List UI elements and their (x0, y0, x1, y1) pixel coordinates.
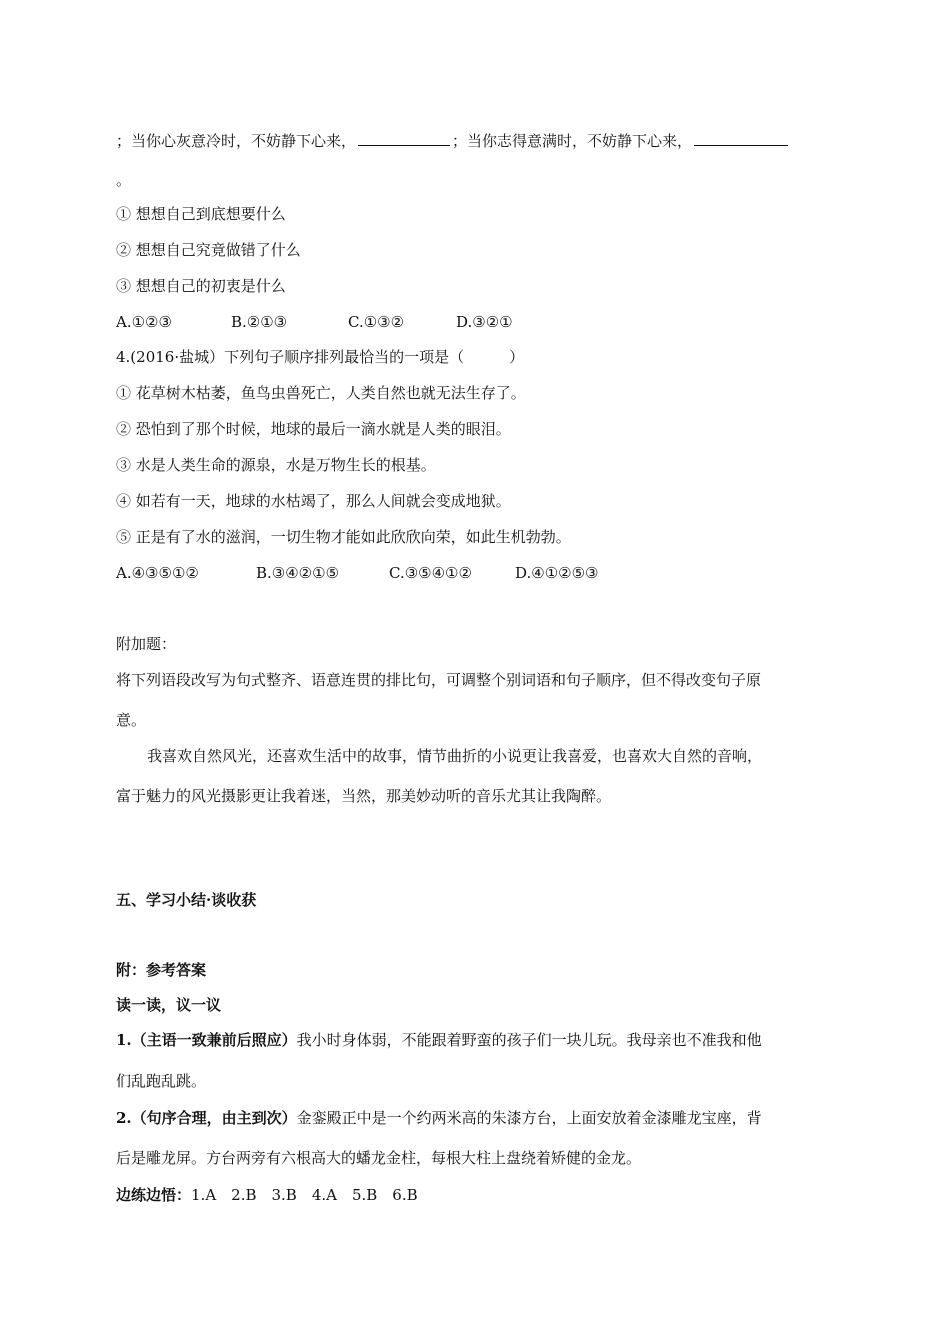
q3-blank-1[interactable] (358, 130, 450, 146)
q4-option-b[interactable]: B.③④②①⑤ (256, 564, 340, 582)
answers-subheading: 读一读，议一议 (116, 996, 222, 1014)
q3-option-d[interactable]: D.③②① (456, 313, 513, 331)
q4-item-1: ① 花草树木枯萎，鱼鸟虫兽死亡，人类自然也就无法生存了。 (116, 384, 526, 402)
q4-item-3: ③ 水是人类生命的源泉，水是万物生长的根基。 (116, 456, 436, 474)
q3-option-a[interactable]: A.①②③ (116, 313, 172, 331)
q3-prompt-part2: ；当你志得意满时，不妨静下心来， (452, 132, 693, 150)
extra-instruction-line1: 将下列语段改写为句式整齐、语意连贯的排比句，可调整个别词语和句子顺序，但不得改变句子原 (116, 671, 762, 689)
q3-option-b[interactable]: B.②①③ (231, 313, 288, 331)
answer-2-label: 2.（句序合理，由主到次） (116, 1109, 297, 1127)
q4-item-2: ② 恐怕到了那个时候，地球的最后一滴水就是人类的眼泪。 (116, 420, 511, 438)
q4-item-4: ④ 如若有一天，地球的水枯竭了，那么人间就会变成地狱。 (116, 492, 511, 510)
extra-passage-line2: 富于魅力的风光摄影更让我着迷，当然，那美妙动听的音乐尤其让我陶醉。 (116, 787, 612, 805)
answer-2-line1 (116, 1108, 762, 1128)
answer-1-label: 1.（主语一致兼前后照应） (116, 1031, 297, 1049)
q4-option-c[interactable]: C.③⑤④①② (389, 564, 472, 582)
answers-heading: 附：参考答案 (116, 961, 207, 979)
answer-2-line2: 后是雕龙屏。方台两旁有六根高大的蟠龙金柱，每根大柱上盘绕着矫健的金龙。 (116, 1149, 642, 1167)
q3-item-3: ③ 想想自己的初衷是什么 (116, 277, 286, 295)
answer-1-line1 (116, 1030, 762, 1050)
q3-item-2: ② 想想自己究竟做错了什么 (116, 241, 301, 259)
q4-option-d[interactable]: D.④①②⑤③ (515, 564, 599, 582)
answer-1-text: 我小时身体弱，不能跟着野蛮的孩子们一块儿玩。我母亲也不准我和他 (296, 1031, 762, 1049)
extra-instruction-line2: 意。 (116, 711, 147, 729)
q3-prompt-part1: ；当你心灰意冷时，不妨静下心来， (116, 132, 357, 150)
extra-passage-line1: 我喜欢自然风光，还喜欢生活中的故事，情节曲折的小说更让我喜爱，也喜欢大自然的音响， (147, 747, 763, 765)
q3-blank-2[interactable] (694, 130, 788, 146)
q3-item-1: ① 想想自己到底想要什么 (116, 205, 286, 223)
q4-item-5: ⑤ 正是有了水的滋润，一切生物才能如此欣欣向荣，如此生机勃勃。 (116, 528, 571, 546)
practice-answers-line (116, 1185, 418, 1205)
section5-heading: 五、学习小结·谈收获 (116, 891, 257, 909)
answer-2-text: 金銮殿正中是一个约两米高的朱漆方台，上面安放着金漆雕龙宝座，背 (296, 1109, 762, 1127)
q4-option-a[interactable]: A.④③⑤①② (116, 564, 199, 582)
practice-answers: 1.A 2.B 3.B 4.A 5.B 6.B (191, 1186, 418, 1204)
q3-option-c[interactable]: C.①③② (348, 313, 405, 331)
extra-heading: 附加题： (116, 635, 177, 653)
q3-prompt-line (116, 130, 790, 151)
q4-title: 4.(2016·盐城）下列句子顺序排列最恰当的一项是（ ） (116, 348, 525, 366)
q4-options (116, 563, 599, 583)
practice-label: 边练边悟： (116, 1186, 192, 1204)
q3-options (116, 312, 513, 332)
answer-1-line2: 们乱跑乱跳。 (116, 1072, 207, 1090)
q3-period: 。 (116, 171, 132, 189)
